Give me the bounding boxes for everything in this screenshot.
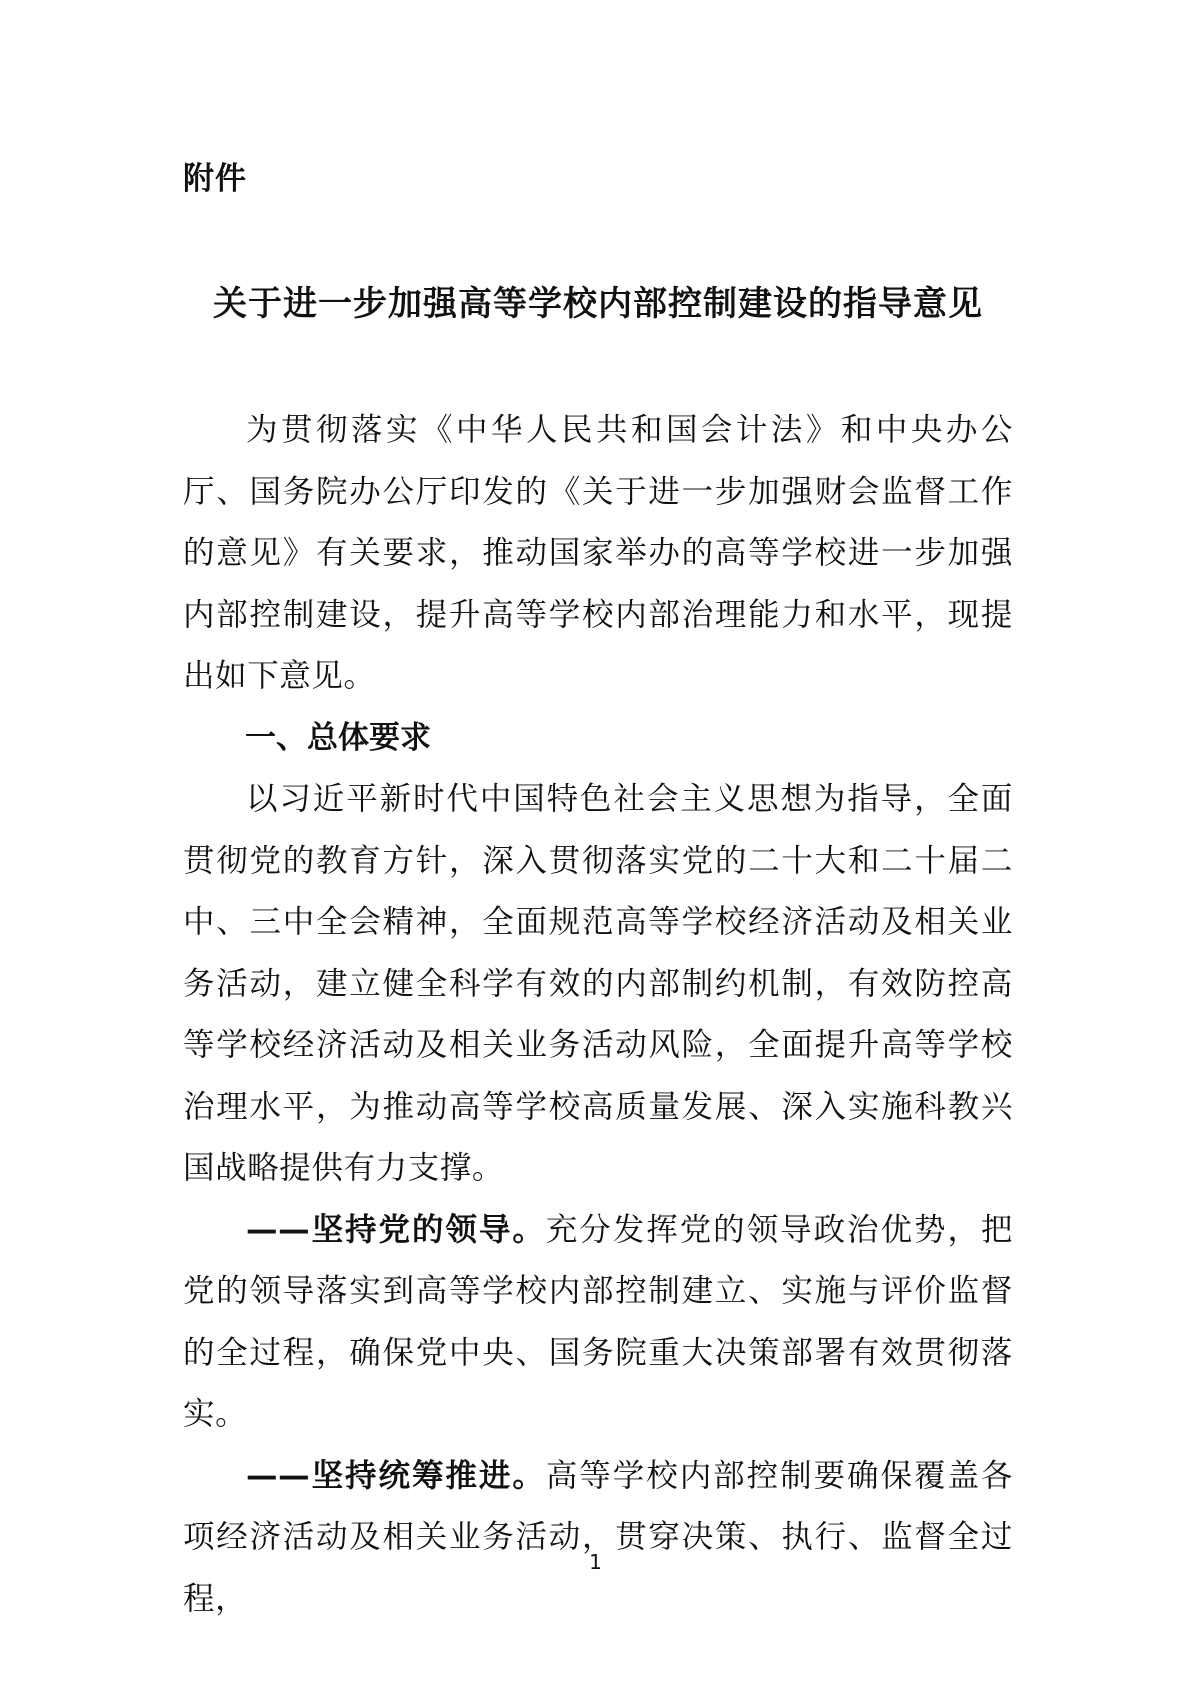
section-paragraph: 以习近平新时代中国特色社会主义思想为指导，全面贯彻党的教育方针，深入贯彻落实党的二十大和二十届二中、三中全会精神，全面规范高等学校经济活动及相关业务活动，建立健全科学有效的内部制约机制，有效防控高等学校经济活动及相关业务活动风险，全面提升高等学校治理水平，为推动高等学校高质量发展、深入实施科教兴国战略提供有力支撑。 (183, 781, 1013, 1186)
principle-text: 充分发挥党的领导政治优势，把党的领导落实到高等学校内部控制建立、实施与评价监督的全过程，确保党中央、国务院重大决策部署有效贯彻落实。 (183, 1211, 1014, 1432)
principle-lead: ——坚持党的领导。 (246, 1211, 546, 1248)
page-number: 1 (589, 1550, 602, 1574)
principle-paragraph (183, 1446, 1013, 1631)
attachment-label: 附件 (183, 161, 247, 197)
principle-text: 高等学校内部控制要确保覆盖各项经济活动及相关业务活动，贯穿决策、执行、监督全过程， (183, 1457, 1014, 1617)
section-heading: 一、总体要求 (245, 719, 431, 756)
principle-paragraph (183, 1200, 1013, 1446)
document-body (183, 400, 1013, 1630)
intro-paragraph: 为贯彻落实《中华人民共和国会计法》和中央办公厅、国务院办公厅印发的《关于进一步加强财会监督工作的意见》有关要求，推动国家举办的高等学校进一步加强内部控制建设，提升高等学校内部治理能力和水平，现提出如下意见。 (183, 412, 1013, 694)
document-title: 关于进一步加强高等学校内部控制建设的指导意见 (213, 284, 983, 324)
principle-lead: ——坚持统筹推进。 (246, 1457, 546, 1494)
